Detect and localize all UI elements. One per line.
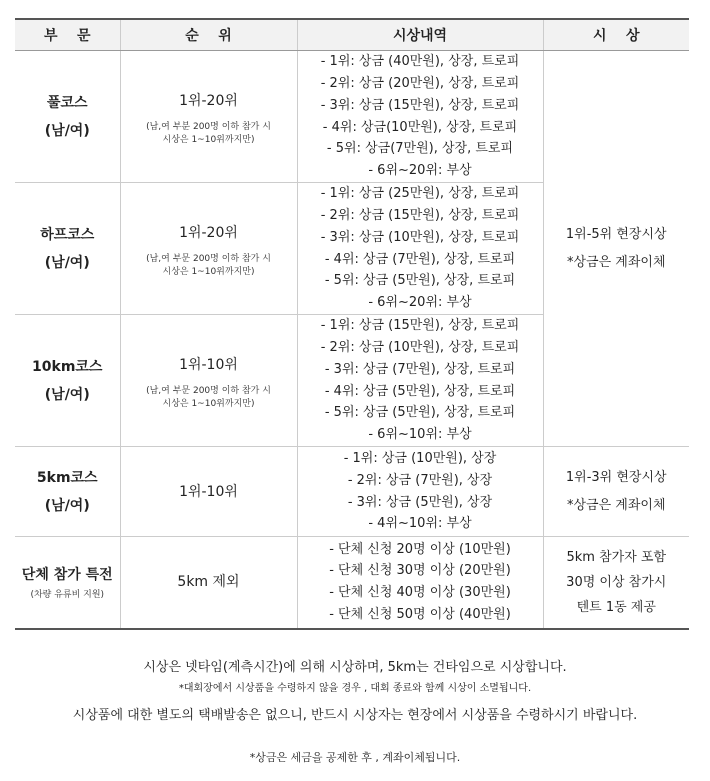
- footer-note-pickup: 시상품에 대한 별도의 택배발송은 없으니, 반드시 시상자는 현장에서 시상품을 수령하시기 바랍니다.: [72, 708, 638, 723]
- detail-line: - 단체 신청 20명 이상 (10만원): [329, 541, 511, 557]
- category-sub: (남/여): [44, 254, 90, 271]
- detail-line: - 2위: 상금 (10만원), 상장, 트로피: [320, 339, 520, 355]
- category-sub: (남/여): [44, 122, 90, 139]
- awards-table: [15, 18, 689, 630]
- category-cell: [15, 537, 120, 629]
- category-sub: (남/여): [44, 386, 90, 403]
- rank-cell: [120, 447, 297, 537]
- footer-note-forfeit: *대회장에서 시상품을 수령하지 않을 경우 , 대회 종료와 함께 시상이 소멸됩니다.: [178, 683, 532, 694]
- header-rank: 순 위: [120, 19, 297, 51]
- footer-note-tax: *상금은 세금을 공제한 후 , 계좌이체됩니다.: [249, 751, 461, 764]
- rank-cell: [120, 51, 297, 183]
- category-sub: (남/여): [44, 497, 90, 514]
- header-details: 시상내역: [297, 19, 543, 51]
- detail-line: - 2위: 상금 (7만원), 상장: [347, 472, 493, 488]
- detail-line: - 4위: 상금 (7만원), 상장, 트로피: [324, 251, 516, 267]
- footer-note-timing: 시상은 넷타임(계측시간)에 의해 시상하며, 5km는 건타임으로 시상합니다.: [143, 660, 567, 675]
- detail-line: - 3위: 상금 (10만원), 상장, 트로피: [320, 229, 520, 245]
- rank-range: 5km 제외: [177, 574, 240, 591]
- category-name: 10km코스: [32, 358, 103, 375]
- detail-line: - 6위~20위: 부상: [368, 295, 472, 311]
- detail-line: - 1위: 상금 (40만원), 상장, 트로피: [320, 54, 520, 70]
- rank-cell: [120, 183, 297, 315]
- category-cell: [15, 183, 120, 315]
- detail-line: - 5위: 상금 (5만원), 상장, 트로피: [324, 405, 516, 421]
- detail-line: - 2위: 상금 (15만원), 상장, 트로피: [320, 207, 520, 223]
- detail-line: - 5위: 상금 (5만원), 상장, 트로피: [324, 273, 516, 289]
- table-header-row: [15, 19, 689, 51]
- detail-line: - 6위~20위: 부상: [368, 163, 472, 179]
- rank-cell: [120, 537, 297, 629]
- award-cell-main: [543, 51, 689, 447]
- award-line: 1위-5위 현장시상: [565, 226, 667, 242]
- rank-range: 1위-10위: [179, 356, 238, 373]
- rank-note: (남,여 부분 200명 이하 참가 시 시상은 1~10위까지만): [146, 121, 271, 145]
- detail-line: - 4위~10위: 부상: [368, 516, 472, 532]
- category-name: 풀코스: [46, 94, 88, 111]
- detail-line: - 2위: 상금 (20만원), 상장, 트로피: [320, 75, 520, 91]
- details-cell: [297, 51, 543, 183]
- detail-line: - 3위: 상금 (5만원), 상장: [347, 494, 493, 510]
- award-line: 30명 이상 참가시: [566, 574, 667, 590]
- category-note: (차량 유류비 지원): [30, 590, 105, 601]
- rank-range: 1위-20위: [179, 224, 238, 241]
- detail-line: - 6위~10위: 부상: [368, 427, 472, 443]
- detail-line: - 5위: 상금(7만원), 상장, 트로피: [326, 141, 514, 157]
- award-line: *상금은 계좌이체: [566, 497, 666, 513]
- details-cell: [297, 315, 543, 447]
- award-cell-group: [543, 537, 689, 629]
- detail-line: - 3위: 상금 (7만원), 상장, 트로피: [324, 361, 516, 377]
- details-cell: [297, 447, 543, 537]
- category-cell: [15, 447, 120, 537]
- category-name: 단체 참가 특전: [21, 567, 113, 584]
- rank-range: 1위-10위: [179, 483, 238, 500]
- category-cell: [15, 51, 120, 183]
- header-award: 시 상: [543, 19, 689, 51]
- detail-line: - 4위: 상금 (5만원), 상장, 트로피: [324, 383, 516, 399]
- detail-line: - 단체 신청 30명 이상 (20만원): [329, 563, 511, 579]
- detail-line: - 1위: 상금 (25만원), 상장, 트로피: [320, 186, 520, 202]
- award-cell-5km: [543, 447, 689, 537]
- details-cell: [297, 183, 543, 315]
- award-line: 5km 참가자 포함: [566, 549, 667, 565]
- award-line: 텐트 1동 제공: [576, 599, 656, 615]
- rank-note: (남,여 부문 200명 이하 참가 시 시상은 1~10위까지만): [146, 253, 271, 277]
- table-row: [15, 537, 689, 629]
- detail-line: - 3위: 상금 (15만원), 상장, 트로피: [320, 97, 520, 113]
- rank-cell: [120, 315, 297, 447]
- detail-line: - 1위: 상금 (10만원), 상장: [343, 450, 497, 466]
- detail-line: - 1위: 상금 (15만원), 상장, 트로피: [320, 318, 520, 334]
- category-name: 하프코스: [40, 226, 95, 243]
- table-row: [15, 51, 689, 183]
- table-row: [15, 447, 689, 537]
- details-cell: [297, 537, 543, 629]
- detail-line: - 단체 신청 50명 이상 (40만원): [329, 607, 511, 623]
- rank-range: 1위-20위: [179, 92, 238, 109]
- detail-line: - 4위: 상금(10만원), 상장, 트로피: [322, 119, 518, 135]
- category-cell: [15, 315, 120, 447]
- award-line: *상금은 계좌이체: [566, 254, 666, 270]
- category-name: 5km코스: [36, 469, 98, 486]
- award-line: 1위-3위 현장시상: [565, 469, 667, 485]
- rank-note: (남,여 부문 200명 이하 참가 시 시상은 1~10위까지만): [146, 385, 271, 409]
- detail-line: - 단체 신청 40명 이상 (30만원): [329, 585, 511, 601]
- header-category: 부 문: [15, 19, 120, 51]
